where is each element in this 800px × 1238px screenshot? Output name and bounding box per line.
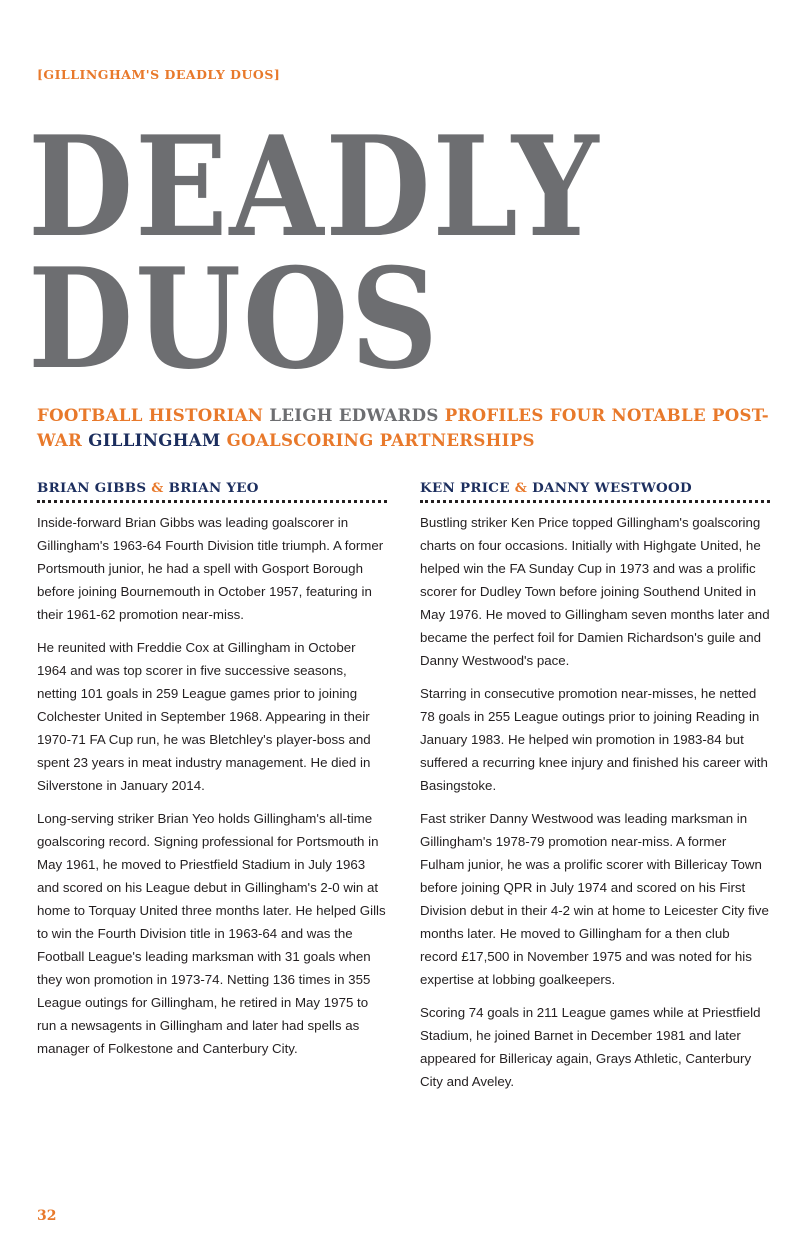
- body-paragraph: Scoring 74 goals in 211 League games while at Priestfield Stadium, he joined Barnet in December 1981 and later appeared for Billericay again, Grays Athletic, Canterbury City and Aveley.: [420, 1005, 761, 1089]
- standfirst-author: LEIGH EDWARDS: [269, 405, 439, 425]
- section-heading-price-westwood: [420, 480, 770, 503]
- body-paragraph: Inside-forward Brian Gibbs was leading goalscorer in Gillingham's 1963-64 Fourth Division title triumph. A former Portsmouth junior, he had a spell with Gosport Borough before joining Bournemouth in October 1957, featuring in their 1961-62 promotion near-miss.: [37, 515, 384, 622]
- section-kicker: [GILLINGHAM'S DEADLY DUOS]: [37, 67, 281, 82]
- standfirst-part-1: FOOTBALL HISTORIAN: [37, 405, 264, 425]
- standfirst: [37, 403, 787, 453]
- heading-ampersand: &: [151, 480, 164, 496]
- section-heading-gibbs-yeo: [37, 480, 387, 503]
- headline-line-2: DUOS: [28, 237, 440, 400]
- body-paragraph: He reunited with Freddie Cox at Gillingham in October 1964 and was top scorer in five successive seasons, netting 101 goals in 259 League games prior to joining Colchester United in September 1968. Appearing in their 1970-71 FA Cup run, he was Bletchley's player-boss and spent 23 years in meat industry management. He died in Silverstone in January 2014.: [37, 640, 371, 793]
- heading-name-a: KEN PRICE: [420, 480, 510, 496]
- standfirst-part-5: GOALSCORING PARTNERSHIPS: [226, 430, 535, 450]
- heading-name-a: BRIAN GIBBS: [37, 480, 147, 496]
- article-column-left: [37, 480, 387, 1070]
- body-paragraph: Long-serving striker Brian Yeo holds Gillingham's all-time goalscoring record. Signing professional for Portsmouth in May 1961, he moved to Priestfield Stadium in July 1963 and scored on his League debut in Gillingham's 2-0 win at home to Torquay United three months later. He helped Gills to win the Fourth Division title in 1963-64 and was the Football League's leading marksman with 31 goals when they won promotion in 1973-74. Netting 136 times in 355 League outings for Gillingham, he retired in May 1975 to run a newsagents in Gillingham and later had spells as manager of Folkestone and Canterbury City.: [37, 811, 386, 1056]
- heading-ampersand: &: [514, 480, 528, 496]
- headline-line-1: DEADLY: [28, 105, 601, 268]
- body-paragraph: Fast striker Danny Westwood was leading marksman in Gillingham's 1978-79 promotion near-miss. A former Fulham junior, he was a prolific scorer with Billericay Town before joining QPR in July 1974 and scored on his First Division debut in their 4-2 win at home to Leicester City five months later. He moved to Gillingham for a then club record £17,500 in November 1975 and was noted for his expertise at lobbing goalkeepers.: [420, 811, 769, 987]
- body-paragraph: Starring in consecutive promotion near-misses, he netted 78 goals in 255 League outings prior to joining Reading in January 1983. He helped win promotion in 1983-84 but suffered a recurring knee injury and finished his career with Basingstoke.: [420, 686, 768, 793]
- body-paragraph: Bustling striker Ken Price topped Gillingham's goalscoring charts on four occasions. Initially with Highgate United, he helped win the FA Sunday Cup in 1973 and was a prolific scorer for Dudley Town before joining Southend United in May 1976. He moved to Gillingham seven months later and became the perfect foil for Damien Richardson's guile and Danny Westwood's pace.: [420, 515, 770, 668]
- heading-name-b: DANNY WESTWOOD: [532, 480, 692, 496]
- page-number: 32: [37, 1208, 57, 1224]
- article-column-right: [420, 480, 770, 1103]
- standfirst-club: GILLINGHAM: [88, 430, 221, 450]
- heading-name-b: BRIAN YEO: [168, 480, 259, 496]
- standfirst-part-3: PROFILES FOUR NOTABLE POST-WAR: [37, 405, 769, 450]
